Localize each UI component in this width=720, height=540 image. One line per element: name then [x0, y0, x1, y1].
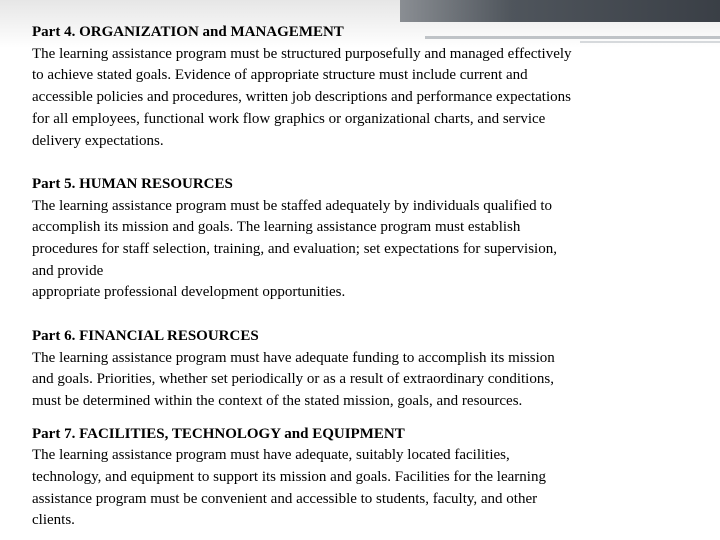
section-heading: Part 5. HUMAN RESOURCES [32, 175, 233, 192]
section-heading: Part 7. FACILITIES, TECHNOLOGY and EQUIPMENT [32, 425, 405, 442]
section-organization-management [32, 22, 692, 152]
section-body: The learning assistance program must be structured purposefully and managed effectively to achieve stated goals. Evidence of appropriate structure must include current and accessible policies and procedures, written job descriptions and performance expectations for all employees, functional work flow graphics or organizational charts, and service delivery expectations. [32, 45, 572, 149]
section-financial-resources [32, 326, 692, 413]
slide-header-accent-bar [400, 0, 720, 22]
section-body: The learning assistance program must have adequate, suitably located facilities, technology, and equipment to support its mission and goals. Facilities for the learning assistance program must be convenient and accessible to students, faculty, and other clients. [32, 447, 546, 529]
section-human-resources [32, 174, 692, 304]
section-body: The learning assistance program must be staffed adequately by individuals qualified to accomplish its mission and goals. The learning assistance program must establish procedures for staff selection, training, and evaluation; set expectations for supervision, and provide appropriate professional development opportunities. [32, 197, 557, 301]
slide-body [32, 22, 692, 532]
section-facilities-technology-equipment [32, 424, 692, 533]
section-heading: Part 4. ORGANIZATION and MANAGEMENT [32, 24, 344, 40]
section-body: The learning assistance program must have adequate funding to accomplish its mission and goals. Priorities, whether set periodically or as a result of extraordinary conditions, must be determined within the context of the stated mission, goals, and resources. [32, 349, 555, 409]
section-heading: Part 6. FINANCIAL RESOURCES [32, 327, 259, 344]
